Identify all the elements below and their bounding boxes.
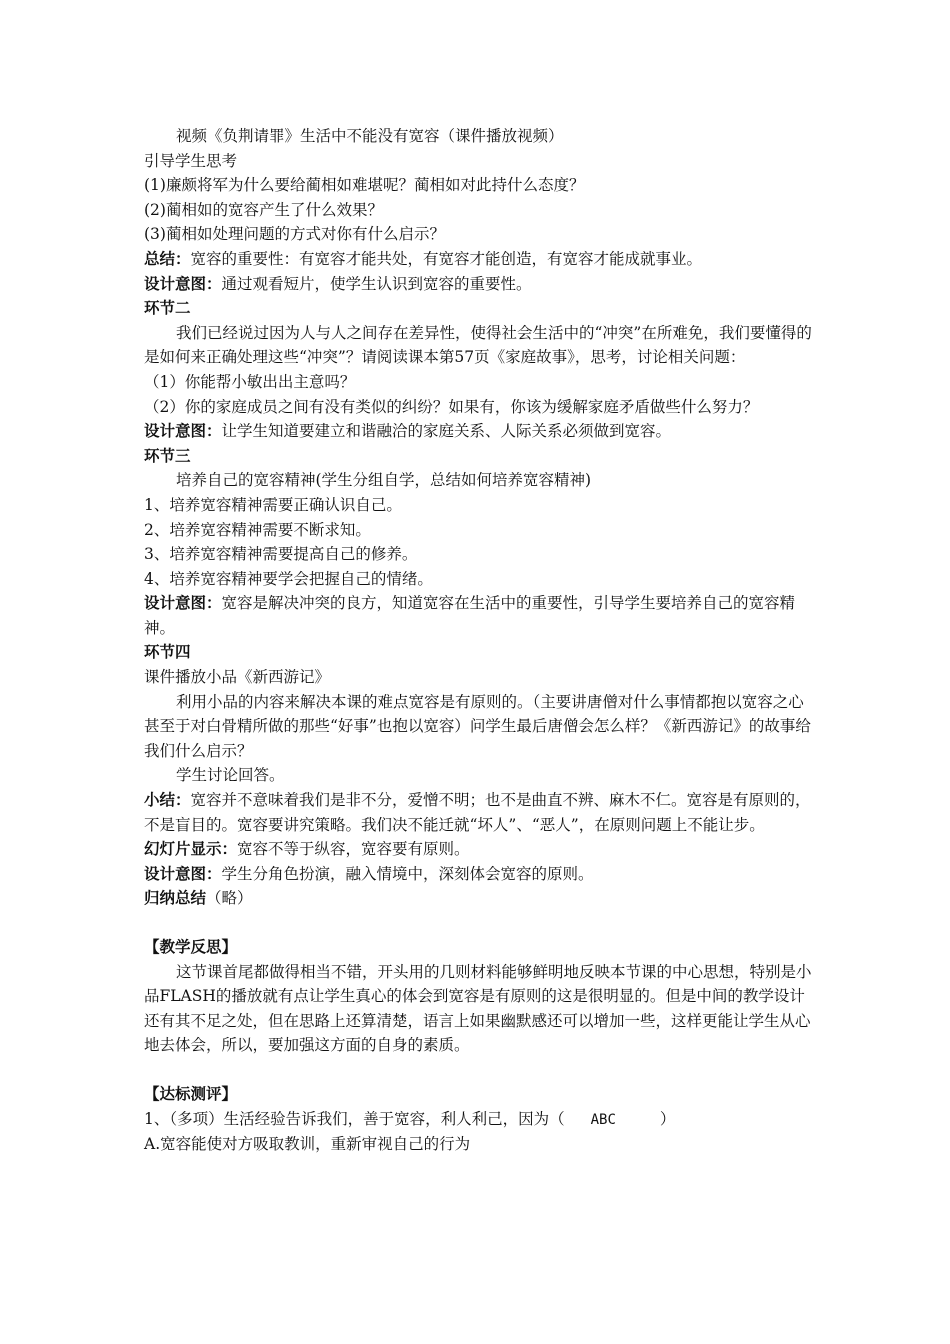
- slide-line: [144, 837, 814, 862]
- summary-label: 小结：: [144, 790, 191, 810]
- summary-text: 宽容并不意味着我们是非不分，爱憎不明；也不是曲直不辨、麻木不仁。宽容是有原则的，不是盲目的。宽容要讲究策略。我们决不能迁就“坏人”、“恶人”，在原则问题上不能让步。: [144, 791, 811, 834]
- design-text: 通过观看短片，使学生认识到宽容的重要性。: [221, 274, 532, 293]
- section4-paragraph: 利用小品的内容来解决本课的难点宽容是有原则的。（主要讲唐僧对什么事情都抱以宽容之心甚至于对白骨精所做的那些“好事”也抱以宽容）问学生最后唐僧会怎么样？《新西游记》的故事给我们什么启示？: [144, 692, 811, 760]
- section2-paragraph: 我们已经说过因为人与人之间存在差异性，使得社会生活中的“冲突”在所难免，我们要懂得的是如何来正确处理这些“冲突”？请阅读课本第57页《家庭故事》，思考，讨论相关问题：: [144, 323, 812, 367]
- section4-summary: [144, 788, 814, 837]
- question-3: (3)蔺相如处理问题的方式对你有什么启示？: [144, 225, 445, 244]
- assessment-heading: 【达标测评】: [144, 1083, 238, 1103]
- section3-intro: 培养自己的宽容精神(学生分组自学，总结如何培养宽容精神): [176, 471, 592, 490]
- document-page: [144, 124, 814, 1157]
- design-text: 宽容是解决冲突的良方，知道宽容在生活中的重要性，引导学生要培养自己的宽容精神。: [144, 594, 796, 637]
- assessment-question-1: [144, 1107, 814, 1133]
- summary-text: 宽容的重要性：有宽容才能共处，有宽容才能创造，有宽容才能成就事业。: [190, 249, 703, 268]
- skit-line: 课件播放小品《新西游记》: [144, 668, 331, 687]
- design-text: 让学生知道要建立和谐融洽的家庭关系、人际关系必须做到宽容。: [221, 422, 672, 441]
- conclusion-line: [144, 886, 814, 911]
- design-text: 学生分角色扮演，融入情境中，深刻体会宽容的原则。: [221, 864, 594, 883]
- design-intent-3: [144, 591, 814, 640]
- conclusion-label: 归纳总结: [144, 888, 207, 908]
- guide-line: 引导学生思考: [144, 151, 238, 170]
- slide-text: 宽容不等于纵容，宽容要有原则。: [237, 840, 470, 859]
- section2-question-1: （1）你能帮小敏出出主意吗？: [144, 372, 356, 391]
- question-1: (1)廉颇将军为什么要给蔺相如难堪呢？蔺相如对此持什么态度？: [144, 176, 585, 195]
- option-a: A.宽容能使对方吸取教训，重新审视自己的行为: [144, 1135, 471, 1154]
- design-intent-2: [144, 419, 814, 444]
- spacer: [144, 1058, 814, 1082]
- summary-label: 总结：: [144, 248, 191, 268]
- reflection-heading: 【教学反思】: [144, 937, 238, 956]
- conclusion-text: （略）: [206, 889, 253, 908]
- list-item: 2、培养宽容精神需要不断求知。: [144, 520, 371, 539]
- section2-heading: 环节二: [144, 298, 191, 318]
- slide-label: 幻灯片显示：: [144, 839, 238, 859]
- list-item: 3、培养宽容精神需要提高自己的修养。: [144, 545, 418, 564]
- discuss-line: 学生讨论回答。: [176, 766, 285, 785]
- design-label: 设计意图：: [144, 273, 222, 293]
- summary-line: [144, 247, 814, 272]
- design-label: 设计意图：: [144, 421, 222, 441]
- answer-text: ABC: [590, 1111, 616, 1128]
- design-label: 设计意图：: [144, 593, 222, 613]
- section3-heading: 环节三: [144, 445, 191, 465]
- design-intent-1: [144, 272, 814, 297]
- question-suffix: ）: [659, 1109, 676, 1128]
- question-prefix: 1、（多项）生活经验告诉我们，善于宽容，利人利己，因为（: [144, 1109, 565, 1128]
- list-item: 4、培养宽容精神要学会把握自己的情绪。: [144, 569, 433, 588]
- question-2: (2)蔺相如的宽容产生了什么效果？: [144, 200, 383, 219]
- design-intent-4: [144, 862, 814, 887]
- video-line: 视频《负荆请罪》生活中不能没有宽容（课件播放视频）: [176, 127, 564, 145]
- reflection-paragraph: 这节课首尾都做得相当不错，开头用的几则材料能够鲜明地反映本节课的中心思想，特别是小品FLASH的播放就有点让学生真心的体会到宽容是有原则的这是很明显的。但是中间的教学设计还有其不足之处，但在思路上还算清楚，语言上如果幽默感还可以增加一些，这样更能让学生从心地去体会，所以，要加强这方面的自身的素质。: [144, 962, 812, 1055]
- list-item: 1、培养宽容精神需要正确认识自己。: [144, 495, 402, 514]
- section2-question-2: （2）你的家庭成员之间有没有类似的纠纷？如果有，你该为缓解家庭矛盾做些什么努力？: [144, 397, 759, 416]
- spacer: [144, 911, 814, 935]
- design-label: 设计意图：: [144, 863, 222, 883]
- section4-heading: 环节四: [144, 642, 191, 662]
